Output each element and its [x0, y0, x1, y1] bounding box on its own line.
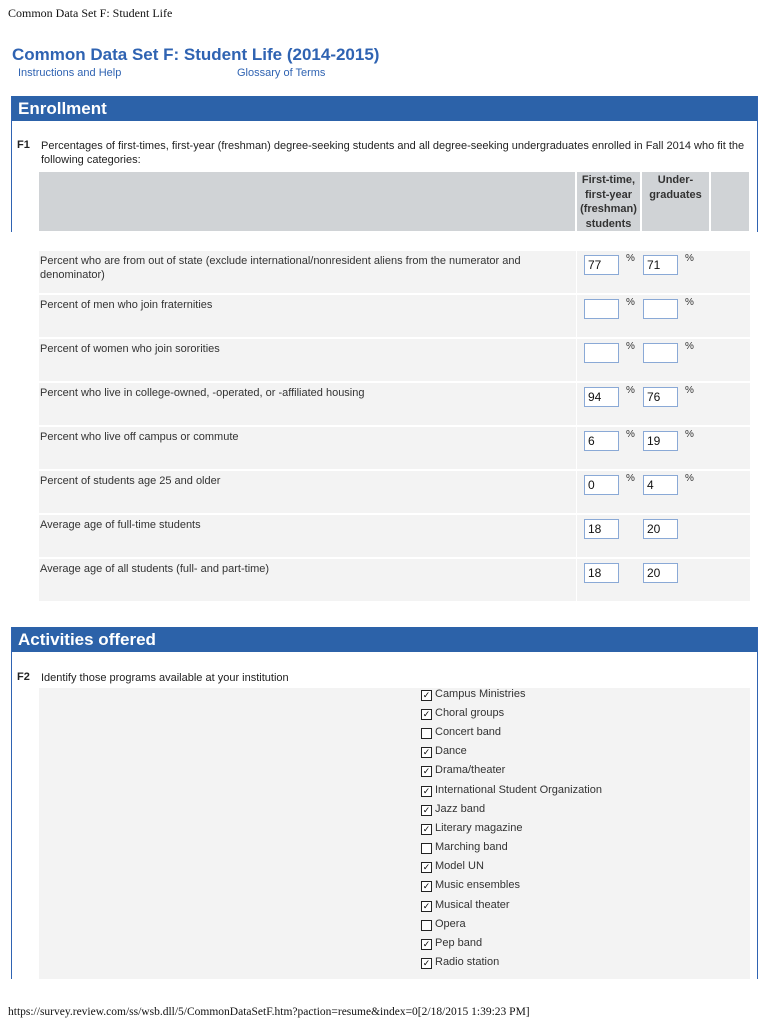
print-footer: https://survey.review.com/ss/wsb.dll/5/CommonDataSetF.htm?paction=resume&index=0[2/18/2015 1:39:23 PM]	[8, 1006, 530, 1018]
percent-label: %	[626, 297, 635, 308]
percent-label: %	[685, 253, 694, 264]
undergrad-input[interactable]: 19	[643, 431, 678, 451]
question-number-f2: F2	[17, 671, 30, 683]
undergrad-input[interactable]: 76	[643, 387, 678, 407]
checkbox-label: Opera	[435, 918, 466, 930]
row-label: Percent who live in college-owned, -operated, or -affiliated housing	[40, 387, 365, 399]
row-label: Average age of full-time students	[40, 519, 201, 531]
checkbox-label: Jazz band	[435, 803, 486, 815]
checkbox-icon[interactable]: ✓	[422, 747, 431, 757]
checkbox-label: Drama/theater	[435, 764, 506, 776]
percent-label: %	[685, 385, 694, 396]
table-row	[39, 427, 750, 470]
checkbox-icon[interactable]: ✓	[422, 939, 431, 949]
row-label: Percent of men who join fraternities	[40, 299, 213, 311]
percent-label: %	[685, 473, 694, 484]
undergrad-input[interactable]: 4	[643, 475, 678, 495]
checkbox-label: Campus Ministries	[435, 688, 526, 700]
percent-label: %	[626, 341, 635, 352]
checkbox-icon[interactable]	[421, 728, 432, 739]
freshman-input[interactable]: 94	[584, 387, 619, 407]
percent-label: %	[626, 253, 635, 264]
checkbox-icon[interactable]: ✓	[422, 862, 431, 872]
table-row	[39, 471, 750, 514]
checkbox-icon[interactable]: ✓	[422, 824, 431, 834]
activities-section-header: Activities offered	[12, 627, 757, 652]
table-row	[39, 515, 750, 558]
activities-checklist	[39, 688, 750, 979]
percent-label: %	[626, 473, 635, 484]
column-header-end	[711, 172, 749, 231]
checkbox-icon[interactable]	[421, 843, 432, 854]
checkbox-icon[interactable]: ✓	[422, 690, 431, 700]
percent-label: %	[685, 297, 694, 308]
freshman-input[interactable]: 77	[584, 255, 619, 275]
checkbox-label: Choral groups	[435, 707, 505, 719]
table-row	[39, 295, 750, 338]
freshman-input[interactable]	[584, 343, 619, 363]
row-label: Percent who are from out of state (exclude international/nonresident aliens from the numerator and denominator)	[40, 255, 521, 281]
checkbox-icon[interactable]: ✓	[422, 881, 431, 891]
checkbox-icon[interactable]: ✓	[422, 786, 431, 796]
row-label: Average age of all students (full- and part-time)	[40, 563, 270, 575]
checkbox-icon[interactable]: ✓	[422, 766, 431, 776]
checkbox-label: Radio station	[435, 956, 500, 968]
column-undergrad-label: Under- graduates	[649, 174, 702, 201]
undergrad-input[interactable]	[643, 343, 678, 363]
checkbox-label: Dance	[435, 745, 467, 757]
freshman-input[interactable]: 6	[584, 431, 619, 451]
undergrad-input[interactable]: 71	[643, 255, 678, 275]
undergrad-input[interactable]: 20	[643, 519, 678, 539]
row-label: Percent of students age 25 and older	[40, 475, 221, 487]
checkbox-label: Literary magazine	[435, 822, 523, 834]
checkbox-label: Pep band	[435, 937, 483, 949]
column-header-spacer	[39, 172, 575, 231]
row-label: Percent of women who join sororities	[40, 343, 220, 355]
table-row	[39, 339, 750, 382]
freshman-input[interactable]: 18	[584, 519, 619, 539]
checkbox-icon[interactable]: ✓	[422, 805, 431, 815]
freshman-input[interactable]: 0	[584, 475, 619, 495]
instructions-link[interactable]: Instructions and Help	[18, 67, 122, 79]
checkbox-label: Concert band	[435, 726, 502, 738]
checkbox-label: Music ensembles	[435, 879, 520, 891]
checkbox-icon[interactable]	[421, 920, 432, 931]
question-number-f1: F1	[17, 139, 30, 151]
undergrad-input[interactable]	[643, 299, 678, 319]
checkbox-label: Marching band	[435, 841, 508, 853]
table-row	[39, 559, 750, 602]
checkbox-label: International Student Organization	[435, 784, 602, 796]
freshman-input[interactable]	[584, 299, 619, 319]
column-freshman-label: First-time, first-year (freshman) students	[580, 174, 637, 230]
question-text-f2: Identify those programs available at your institution	[41, 672, 289, 684]
table-row	[39, 251, 750, 294]
checkbox-icon[interactable]: ✓	[422, 901, 431, 911]
checkbox-icon[interactable]: ✓	[422, 958, 431, 968]
table-row	[39, 383, 750, 426]
freshman-input[interactable]: 18	[584, 563, 619, 583]
enrollment-section-header: Enrollment	[12, 96, 757, 121]
percent-label: %	[626, 385, 635, 396]
glossary-link[interactable]: Glossary of Terms	[237, 67, 326, 79]
percent-label: %	[685, 341, 694, 352]
percent-label: %	[626, 429, 635, 440]
row-label: Percent who live off campus or commute	[40, 431, 239, 443]
checkbox-label: Model UN	[435, 860, 484, 872]
percent-label: %	[685, 429, 694, 440]
question-text-f1: Percentages of first-times, first-year (freshman) degree-seeking students and all degree-seeking undergraduates enrolled in Fall 2014 who fit the following categories:	[41, 140, 745, 166]
page-title: Common Data Set F: Student Life (2014-2015)	[12, 45, 380, 64]
checkbox-label: Musical theater	[435, 899, 510, 911]
undergrad-input[interactable]: 20	[643, 563, 678, 583]
checkbox-icon[interactable]: ✓	[422, 709, 431, 719]
print-header: Common Data Set F: Student Life	[8, 6, 173, 20]
